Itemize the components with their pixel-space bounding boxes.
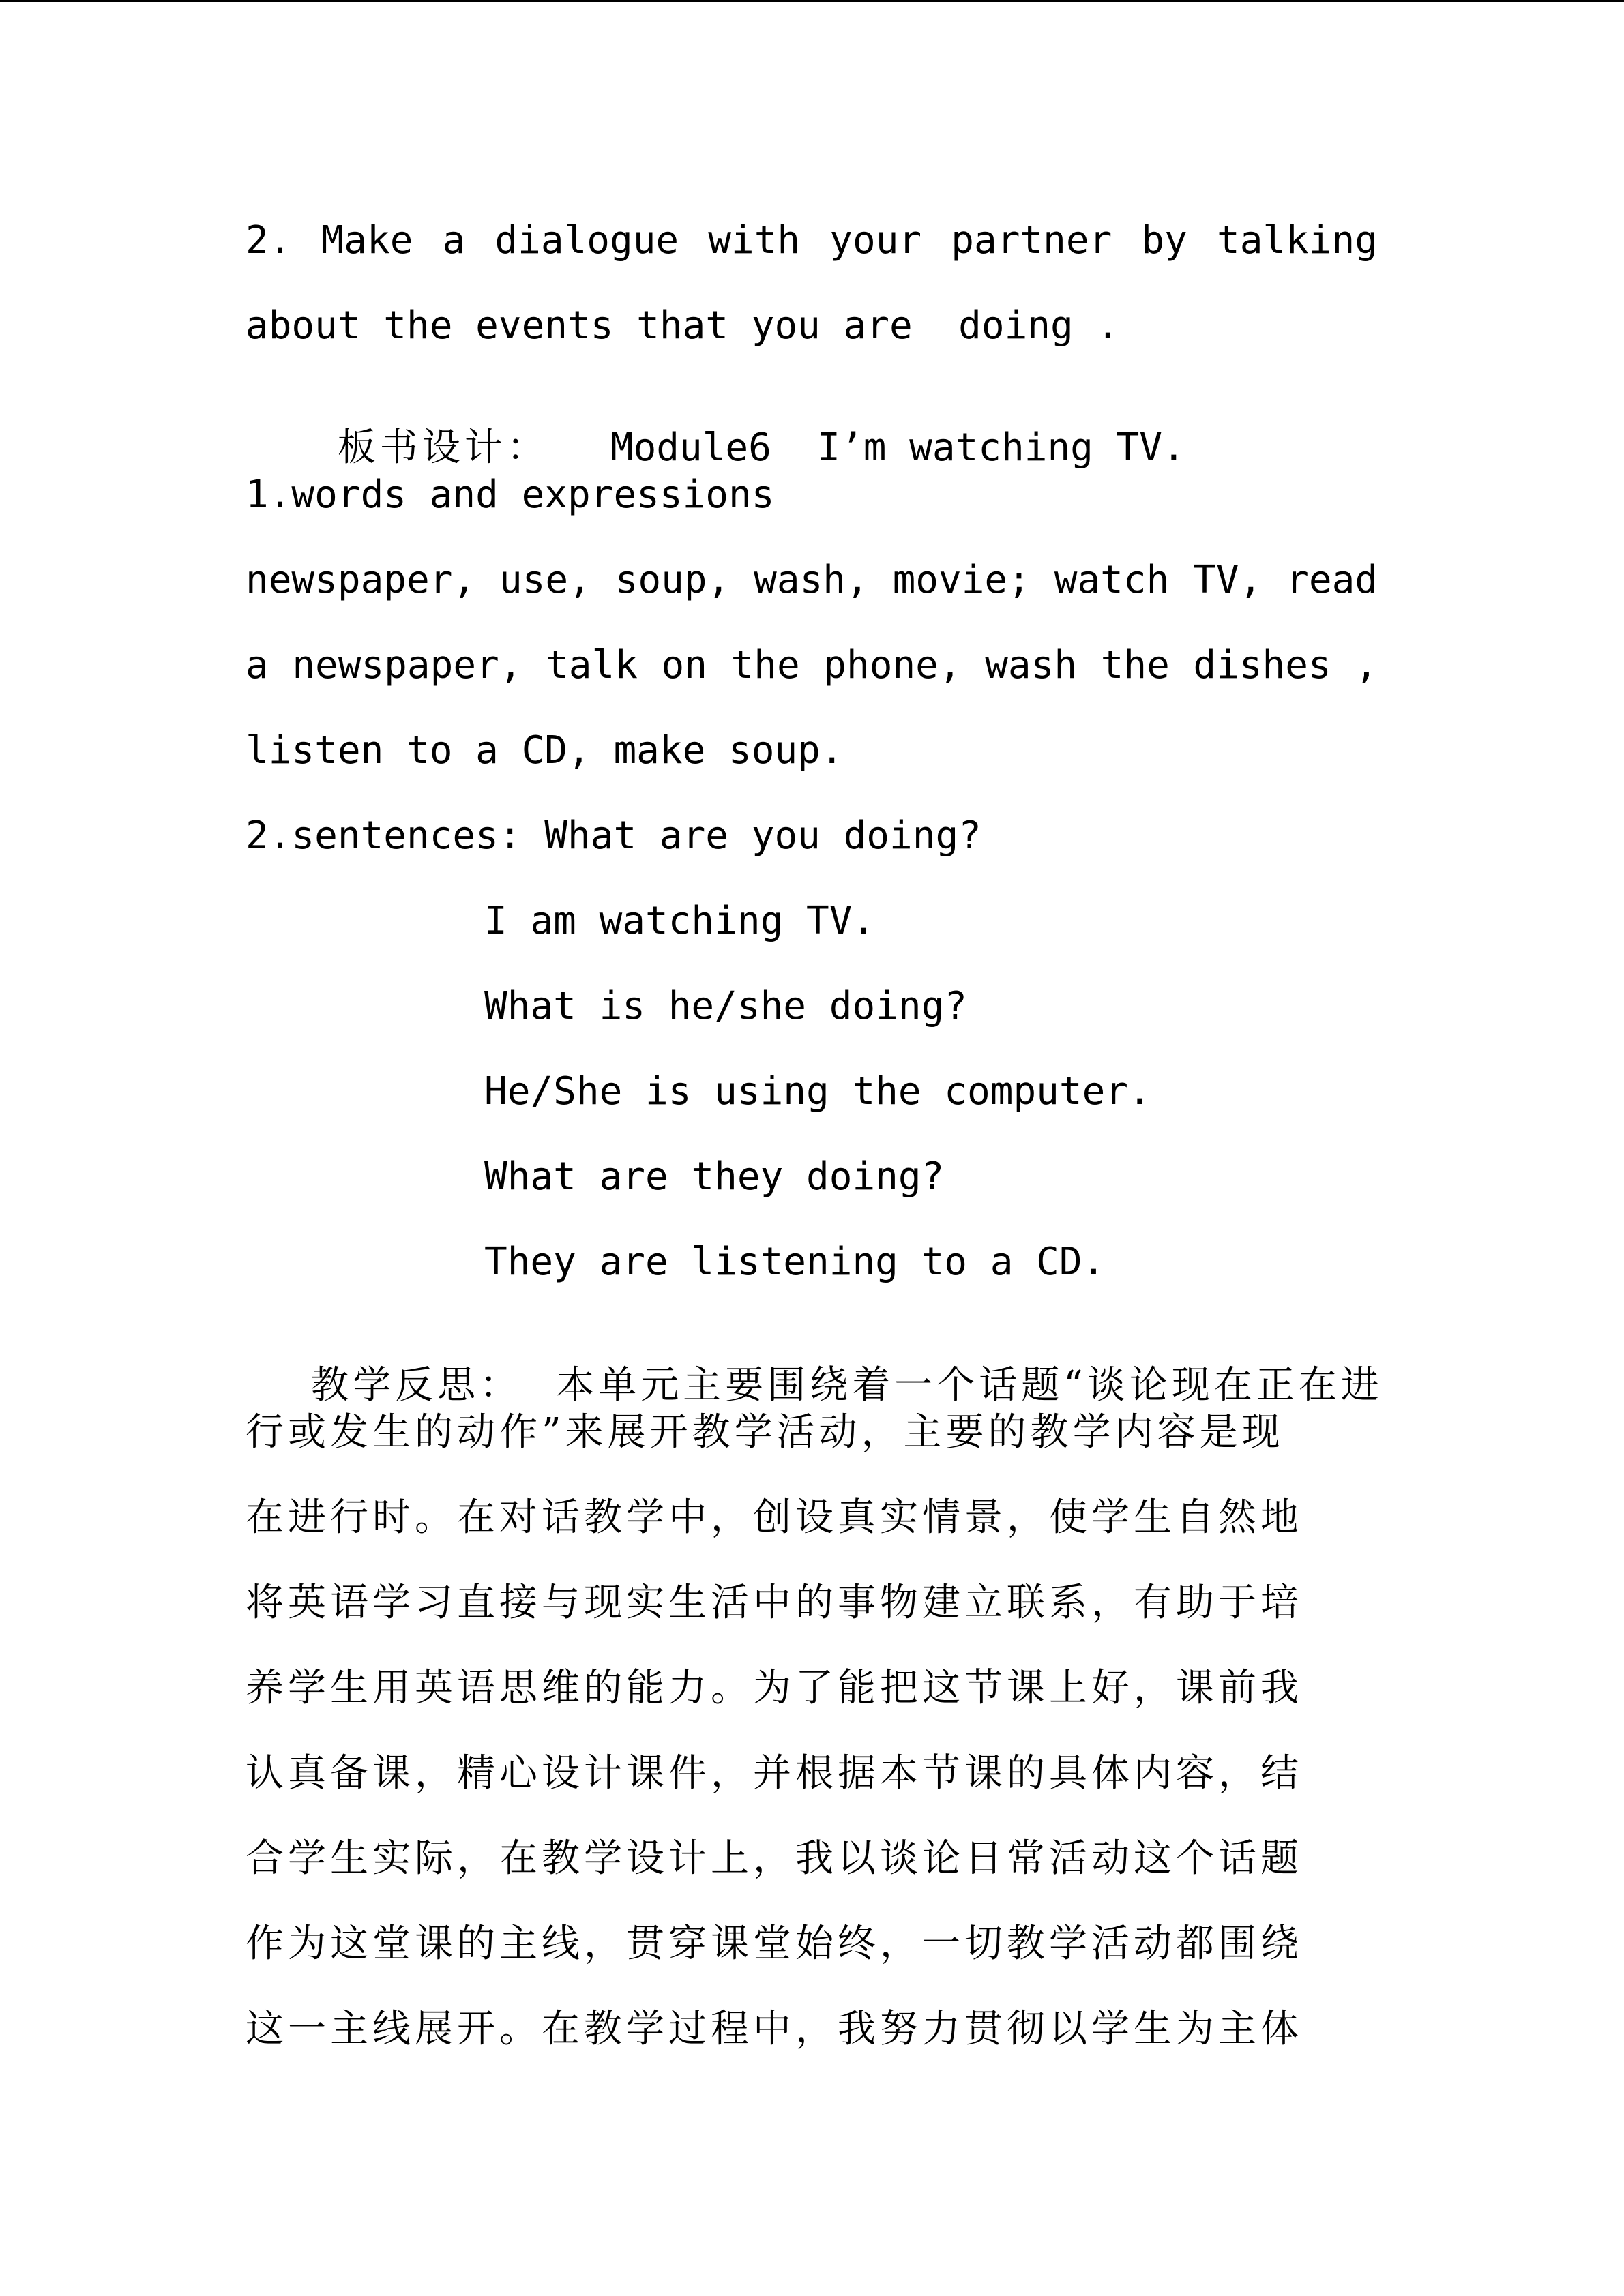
- reflection-text-line: 这一主线展开。在教学过程中，我努力贯彻以学生为主体: [246, 2007, 1303, 2051]
- reflection-text-line: 作为这堂课的主线，贯穿课堂始终，一切教学活动都围绕: [246, 1922, 1303, 1966]
- words-line-1: newspaper, use, soup, wash, movie; watch TV, read: [246, 558, 1378, 602]
- reflection-text-line: 本单元主要围绕着一个话题“谈论现在正在进: [556, 1363, 1383, 1407]
- board-design-label: 板书设计：: [337, 426, 549, 470]
- sentences-heading: 2.sentences: What are you doing?: [246, 814, 981, 858]
- reflection-text-line: 认真备课，精心设计课件，并根据本节课的具体内容，结: [246, 1751, 1303, 1795]
- board-design-title: Module6 I’m watching TV.: [610, 426, 1185, 470]
- reflection-text-line: 合学生实际，在教学设计上，我以谈论日常活动这个话题: [246, 1836, 1303, 1881]
- sentence-line: He/She is using the computer.: [484, 1069, 1151, 1114]
- dialogue-instruction-line-2: about the events that you are doing .: [246, 303, 1120, 348]
- sentence-line: They are listening to a CD.: [484, 1240, 1106, 1284]
- reflection-text-line: 行或发生的动作”来展开教学活动，主要的教学内容是现: [246, 1410, 1284, 1455]
- words-heading: 1.words and expressions: [246, 473, 775, 517]
- dialogue-instruction-line-1: 2. Make a dialogue with your partner by talking: [246, 218, 1378, 263]
- reflection-text-line: 养学生用英语思维的能力。为了能把这节课上好，课前我: [246, 1666, 1303, 1710]
- sentence-line: I am watching TV.: [484, 899, 876, 943]
- reflection-label: 教学反思：: [310, 1363, 522, 1407]
- words-line-2: a newspaper, talk on the phone, wash the dishes ,: [246, 643, 1378, 687]
- top-border-line: [0, 0, 1624, 2]
- reflection-text-line: 将英语学习直接与现实生活中的事物建立联系，有助于培: [246, 1581, 1303, 1625]
- sentence-line: What are they doing?: [484, 1154, 945, 1199]
- sentence-line: What is he/she doing?: [484, 984, 968, 1028]
- reflection-text-line: 在进行时。在对话教学中，创设真实情景，使学生自然地: [246, 1495, 1303, 1540]
- words-line-3: listen to a CD, make soup.: [246, 728, 844, 773]
